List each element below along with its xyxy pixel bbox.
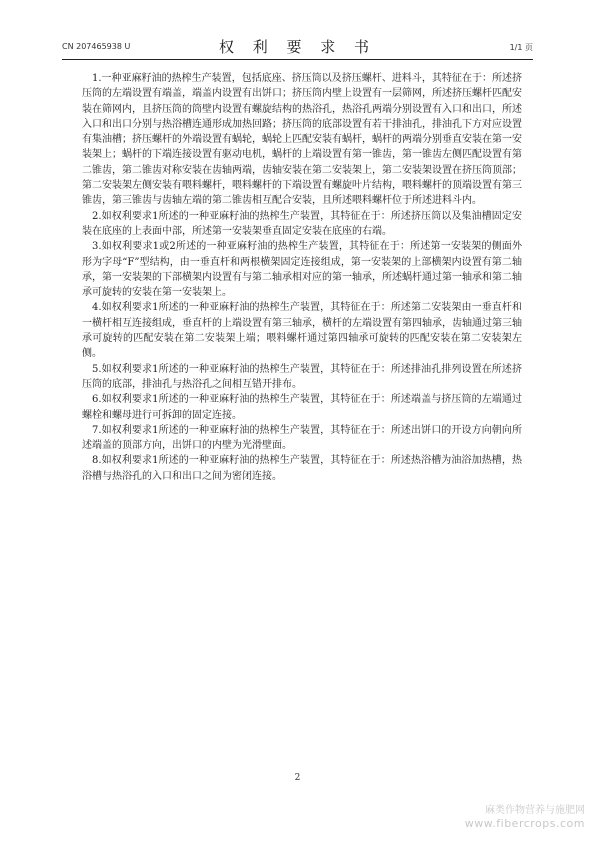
watermark-url: www.fibercrops.com <box>464 817 585 830</box>
claims-list <box>82 71 522 484</box>
claim-text: 一种亚麻籽油的热榨生产装置，包括底座、挤压筒以及挤压螺杆、进料斗，其特征在于：所述挤压筒的左端设置有端盖，端盖内设置有出饼口；挤压筒内壁上设置有一层筛网，所述挤压螺杆匹配安装在筛网内，且挤压筒的筒壁内设置有螺旋结构的热浴孔，热浴孔两端分别设置有入口和出口，所述入口和出口分别与热浴槽连通形成加热回路；挤压筒的底部设置有若干排油孔，排油孔下方对应设置有集油槽；挤压螺杆的外端设置有蜗轮，蜗轮上匹配安装有蜗杆，蜗杆的两端分别垂直安装在第一安装架上；蜗杆的下端连接设置有驱动电机，蜗杆的上端设置有第一锥齿，第一锥齿左侧匹配设置有第二锥齿，第二锥齿对称安装在齿轴两端，齿轴安装在第二安装架上，第二安装架设置在挤压筒顶部；第二安装架左侧安装有喂料螺杆，喂料螺杆的下端设置有螺旋叶片结构，喂料螺杆的顶端设置有第三锥齿，第三锥齿与齿轴左端的第二锥齿相互配合安装，且所述喂料螺杆位于所述进料斗内。 <box>82 73 522 207</box>
claim-8 <box>82 453 522 484</box>
page-count: 1/1 页 <box>509 43 533 52</box>
claim-text: 如权利要求1所述的一种亚麻籽油的热榨生产装置，其特征在于：所述挤压筒以及集油槽固定安装在底座的上表面中部，所述第一安装架垂直固定安装在底座的右端。 <box>82 210 522 237</box>
claim-text: 如权利要求1所述的一种亚麻籽油的热榨生产装置，其特征在于：所述出饼口的开设方向朝向所述端盖的顶部方向，出饼口的内壁为光滑壁面。 <box>82 424 522 452</box>
page-header <box>62 36 533 56</box>
page-number: 2 <box>294 773 301 783</box>
patent-number: CN 207465938 U <box>62 42 131 51</box>
claim-6 <box>82 392 522 423</box>
claim-number: 5. <box>92 363 102 375</box>
claim-1 <box>82 71 522 209</box>
claim-text: 如权利要求1或2所述的一种亚麻籽油的热榨生产装置，其特征在于：所述第一安装架的侧面外形为字母“F”型结构，由一垂直杆和两根横架固定连接组成，第一安装架的上部横架内设置有第二轴承，第一安装架的下部横架内设置有与第二轴承相对应的第一轴承，所述蜗杆通过第一轴承和第二轴承可旋转的安装在第一安装架上。 <box>82 241 522 299</box>
claim-number: 4. <box>92 302 102 314</box>
claim-5 <box>82 362 522 393</box>
claim-number: 8. <box>92 455 102 467</box>
claim-number: 1. <box>92 73 102 84</box>
claim-4 <box>82 300 522 361</box>
claim-3 <box>82 239 522 300</box>
claim-number: 3. <box>92 241 102 253</box>
claim-text: 如权利要求1所述的一种亚麻籽油的热榨生产装置，其特征在于：所述排油孔排列设置在所述挤压筒的底部，排油孔与热浴孔之间相互错开排布。 <box>82 363 522 390</box>
document-title: 权 利 要 求 书 <box>218 38 377 56</box>
claim-number: 2. <box>92 210 102 222</box>
header-divider <box>62 59 533 60</box>
claim-text: 如权利要求1所述的一种亚麻籽油的热榨生产装置，其特征在于：所述热浴槽为油浴加热槽，热浴槽与热浴孔的入口和出口之间为密闭连接。 <box>82 455 522 482</box>
claim-number: 7. <box>92 424 102 436</box>
claim-7 <box>82 423 522 454</box>
watermark-site-name: 麻类作物营养与施肥网 <box>485 805 585 816</box>
claim-text: 如权利要求1所述的一种亚麻籽油的热榨生产装置，其特征在于：所述第二安装架由一垂直杆和一横杆相互连接组成，垂直杆的上端设置有第三轴承，横杆的左端设置有第四轴承，齿轴通过第三轴承可旋转的匹配安装在第二安装架上端；喂料螺杆通过第四轴承可旋转的匹配安装在第二安装架左侧。 <box>82 302 522 360</box>
site-watermark <box>465 804 585 830</box>
claim-text: 如权利要求1所述的一种亚麻籽油的热榨生产装置，其特征在于：所述端盖与挤压筒的左端通过螺栓和螺母进行可拆卸的固定连接。 <box>82 394 522 421</box>
claim-number: 6. <box>92 394 102 406</box>
claim-2 <box>82 209 522 240</box>
